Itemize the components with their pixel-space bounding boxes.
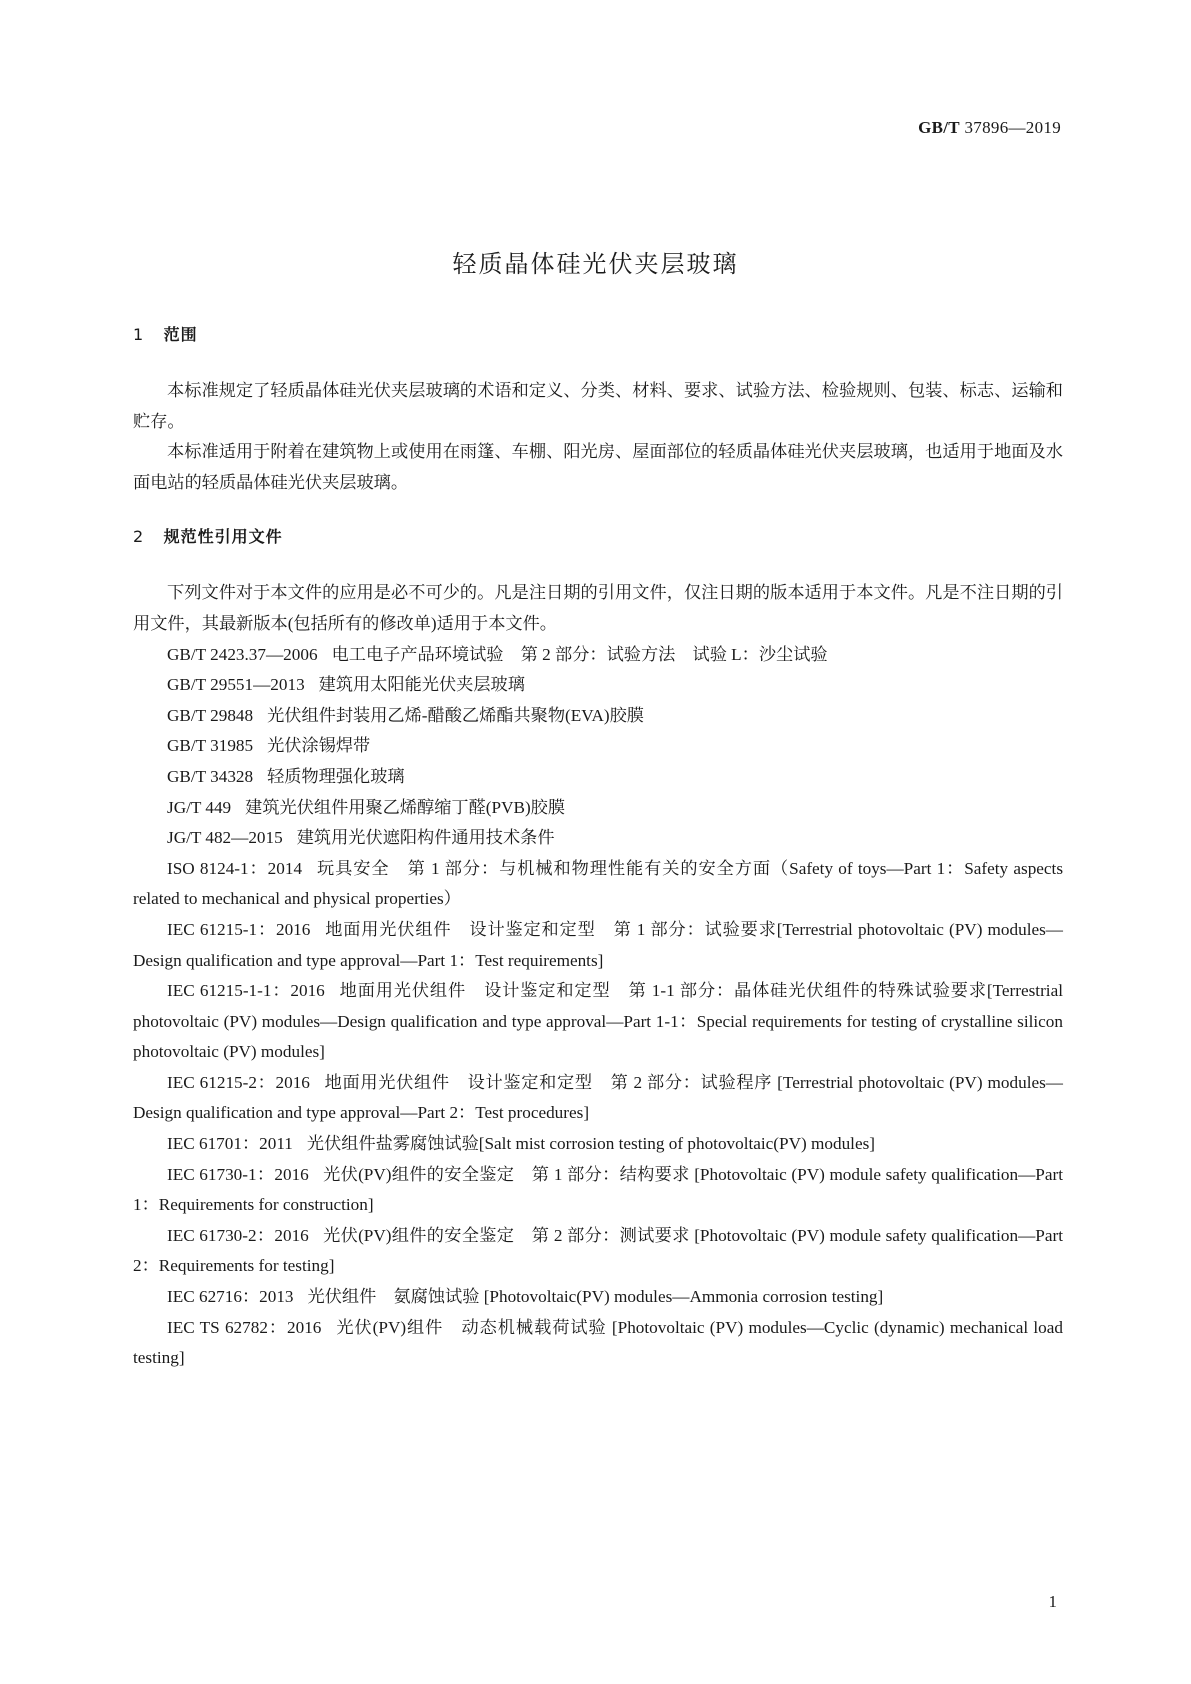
reference-title: 光伏组件封装用乙烯-醋酸乙烯酯共聚物(EVA)胶膜: [267, 705, 644, 725]
reference-code: IEC 61215-1：2016: [167, 919, 311, 939]
reference-list: [133, 640, 1063, 1374]
section-heading-scope: [133, 320, 1063, 350]
reference-code: IEC 61730-2：2016: [167, 1225, 309, 1245]
reference-title: 地面用光伏组件 设计鉴定和定型 第 1-1 部分：晶体硅光伏组件的特殊试验要求[Terrestrial photovoltaic (PV) modules—Design qualification and type approval—Part 1-1：Special requirements for testing of crystalline silicon photovoltaic (PV) modules]: [133, 981, 1063, 1062]
reference-item: [133, 640, 1063, 671]
reference-code: IEC 61215-1-1：2016: [167, 981, 325, 1001]
reference-title: 玩具安全 第 1 部分：与机械和物理性能有关的安全方面（Safety of toys—Part 1：Safety aspects related to mechanical and physical properties）: [133, 858, 1064, 909]
reference-title: 轻质物理强化玻璃: [267, 766, 405, 786]
reference-code: JG/T 482—2015: [167, 828, 283, 848]
reference-title: 电工电子产品环境试验 第 2 部分：试验方法 试验 L：沙尘试验: [331, 644, 828, 664]
reference-item: [133, 1282, 1063, 1313]
reference-item: [133, 915, 1063, 976]
scope-paragraph: 本标准适用于附着在建筑物上或使用在雨篷、车棚、阳光房、屋面部位的轻质晶体硅光伏夹层玻璃，也适用于地面及水面电站的轻质晶体硅光伏夹层玻璃。: [133, 442, 1063, 492]
reference-title: 建筑光伏组件用聚乙烯醇缩丁醛(PVB)胶膜: [245, 797, 566, 817]
reference-item: [133, 762, 1063, 793]
standard-prefix: GB/T: [918, 118, 960, 137]
reference-code: IEC 61730-1：2016: [167, 1164, 309, 1184]
reference-item: [133, 793, 1063, 824]
reference-title: 建筑用太阳能光伏夹层玻璃: [318, 675, 525, 695]
document-title: 轻质晶体硅光伏夹层玻璃: [452, 250, 739, 279]
reference-title: 建筑用光伏遮阳构件通用技术条件: [296, 828, 555, 848]
section-title: 范围: [163, 325, 198, 344]
reference-title: 光伏组件 氨腐蚀试验 [Photovoltaic(PV) modules—Ammonia corrosion testing]: [307, 1287, 884, 1307]
reference-item: [133, 854, 1063, 915]
section-title: 规范性引用文件: [163, 527, 283, 547]
reference-code: GB/T 29551—2013: [167, 675, 305, 695]
references-intro: 下列文件对于本文件的应用是必不可少的。凡是注日期的引用文件，仅注日期的版本适用于本文件。凡是不注日期的引用文件，其最新版本(包括所有的修改单)适用于本文件。: [133, 583, 1063, 633]
reference-item: [133, 670, 1063, 701]
reference-item: [133, 731, 1063, 762]
reference-title: 光伏组件盐雾腐蚀试验[Salt mist corrosion testing of photovoltaic(PV) modules]: [306, 1134, 875, 1154]
standard-code: [918, 118, 1061, 138]
reference-item: [133, 1313, 1063, 1374]
reference-code: GB/T 2423.37—2006: [167, 644, 318, 664]
standard-number: 37896—2019: [964, 118, 1061, 137]
section-number: 1: [133, 325, 145, 344]
reference-item: [133, 823, 1063, 854]
reference-title: 光伏(PV)组件的安全鉴定 第 1 部分：结构要求 [Photovoltaic (PV) module safety qualification—Part 1：Requirements for construction]: [133, 1164, 1063, 1215]
section-number: 2: [133, 527, 145, 547]
section-heading-normative-references: [133, 522, 1063, 552]
reference-item: [133, 1129, 1063, 1160]
scope-paragraph: 本标准规定了轻质晶体硅光伏夹层玻璃的术语和定义、分类、材料、要求、试验方法、检验规则、包装、标志、运输和贮存。: [133, 381, 1063, 431]
reference-code: GB/T 29848: [167, 705, 254, 725]
reference-code: IEC 61215-2：2016: [167, 1072, 310, 1092]
reference-code: JG/T 449: [167, 797, 232, 817]
page-number: 1: [1048, 1592, 1057, 1611]
reference-item: [133, 976, 1063, 1068]
reference-item: [133, 1221, 1063, 1282]
reference-title: 光伏涂锡焊带: [267, 736, 371, 756]
reference-code: IEC 62716：2013: [167, 1287, 294, 1307]
reference-title: 地面用光伏组件 设计鉴定和定型 第 1 部分：试验要求[Terrestrial photovoltaic (PV) modules—Design qualification and type approval—Part 1：Test requirements]: [133, 919, 1063, 970]
reference-code: GB/T 34328: [167, 766, 254, 786]
reference-code: IEC TS 62782：2016: [167, 1317, 322, 1337]
reference-code: IEC 61701：2011: [167, 1134, 293, 1154]
document-body: [133, 320, 1063, 1374]
reference-title: 光伏(PV)组件 动态机械载荷试验 [Photovoltaic (PV) modules—Cyclic (dynamic) mechanical load testing]: [133, 1317, 1063, 1368]
reference-code: GB/T 31985: [167, 736, 254, 756]
reference-item: [133, 1068, 1063, 1129]
reference-item: [133, 1160, 1063, 1221]
reference-code: ISO 8124-1：2014: [167, 858, 303, 878]
reference-item: [133, 701, 1063, 732]
reference-title: 光伏(PV)组件的安全鉴定 第 2 部分：测试要求 [Photovoltaic (PV) module safety qualification—Part 2：Requirements for testing]: [133, 1225, 1063, 1276]
reference-title: 地面用光伏组件 设计鉴定和定型 第 2 部分：试验程序 [Terrestrial photovoltaic (PV) modules—Design qualification and type approval—Part 2：Test procedures]: [133, 1072, 1063, 1123]
